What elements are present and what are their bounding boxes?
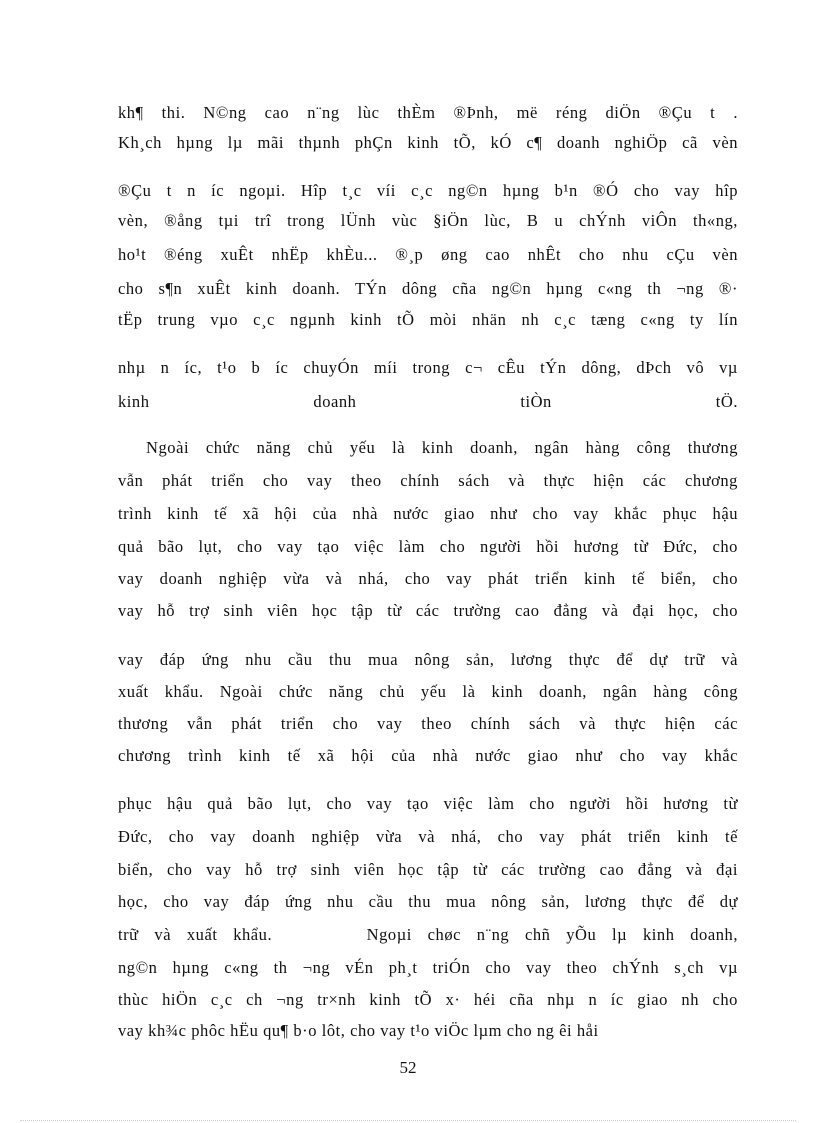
body-text-line: học, cho vay đáp ứng nhu cầu thu mua nông sản, lương thực để dự	[118, 892, 738, 911]
body-text-line: chương trình kinh tế xã hội của nhà nước giao như cho vay khắc	[118, 746, 738, 765]
body-text-line: Đức, cho vay doanh nghiệp vừa và nhá, cho vay phát triển kinh tế	[118, 827, 738, 846]
body-text-line: Kh¸ch hµng lµ mãi thµnh phÇn kinh tÕ, kÓ c¶ doanh nghiÖp cã vèn	[118, 133, 738, 152]
body-text-line: kinh doanh tiÒn tÖ.	[118, 392, 738, 411]
body-text-line: vèn, ®ång tµi trî trong lÜnh vùc §iÖn lùc, B u chÝnh viÔn th«ng,	[118, 211, 738, 230]
paragraph-first-line: Ngoài chức năng chủ yếu là kinh doanh, ngân hàng công thương	[146, 438, 738, 457]
body-text-line: kh¶ thi. N©ng cao n¨ng lùc thÈm ®Þnh, më réng diÖn ®Çu t .	[118, 103, 738, 122]
body-text-line: trình kinh tế xã hội của nhà nước giao như cho vay khắc phục hậu	[118, 504, 738, 523]
page-number: 52	[399, 1058, 417, 1077]
body-text-line: vay kh¾c phôc hËu qu¶ b·o lôt, cho vay t¹o viÖc lµm cho ng êi håi	[118, 1021, 599, 1040]
body-text-line: vay doanh nghiệp vừa và nhá, cho vay phát triển kinh tế biển, cho	[118, 569, 738, 588]
body-text-line: ng©n hµng c«ng th ¬ng vÉn ph¸t triÓn cho vay theo chÝnh s¸ch vµ	[118, 958, 738, 977]
body-text-line: phục hậu quả bão lụt, cho vay tạo việc làm cho người hồi hương từ	[118, 794, 738, 813]
body-text-line: thùc hiÖn c¸c ch ¬ng tr×nh kinh tÕ x· héi cña nhµ n íc giao nh cho	[118, 990, 738, 1009]
body-text-line: vay đáp ứng nhu cầu thu mua nông sản, lương thực để dự trữ và	[118, 650, 738, 669]
body-text-line: tËp trung vµo c¸c ngµnh kinh tÕ mòi nhän nh c¸c tæng c«ng ty lín	[118, 310, 738, 329]
body-text-line: trữ và xuất khẩu. Ngoµi chøc n¨ng chñ yÕu lµ kinh doanh,	[118, 925, 738, 944]
body-text-line: quả bão lụt, cho vay tạo việc làm cho người hồi hương từ Đức, cho	[118, 537, 738, 556]
body-text-line: thương vẫn phát triển cho vay theo chính sách và thực hiện các	[118, 714, 738, 733]
body-text-line: nhµ n íc, t¹o b íc chuyÓn míi trong c¬ cÊu tÝn dông, dÞch vô vµ	[118, 358, 738, 377]
body-text-line: ho¹t ®éng xuÊt nhËp khÈu... ®¸p øng cao nhÊt cho nhu cÇu vèn	[118, 245, 738, 264]
body-text-line: cho s¶n xuÊt kinh doanh. TÝn dông cña ng©n hµng c«ng th ¬ng ®·	[118, 279, 738, 298]
body-text-line: vay hỗ trợ sinh viên học tập từ các trường cao đẳng và đại học, cho	[118, 601, 738, 620]
page-bottom-divider	[20, 1120, 796, 1121]
body-text-line: xuất khẩu. Ngoài chức năng chủ yếu là kinh doanh, ngân hàng công	[118, 682, 738, 701]
body-text-line: vẫn phát triển cho vay theo chính sách và thực hiện các chương	[118, 471, 738, 490]
body-text-line: biển, cho vay hỗ trợ sinh viên học tập từ các trường cao đẳng và đại	[118, 860, 738, 879]
body-text-line: ®Çu t n íc ngoµi. Hîp t¸c víi c¸c ng©n hµng b¹n ®Ó cho vay hîp	[118, 181, 738, 200]
